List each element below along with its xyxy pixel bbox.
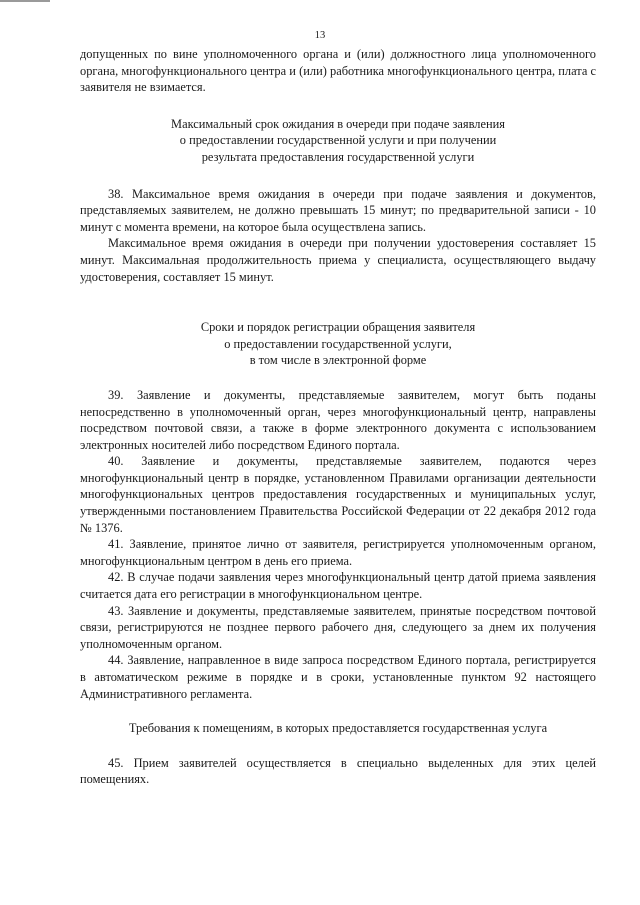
paragraph-45: 45. Прием заявителей осуществляется в специально выделенных для этих целей помещениях. xyxy=(80,755,596,787)
page-number: 13 xyxy=(314,30,326,41)
section-heading-premises: Требования к помещениям, в которых предоставляется государственная услуга xyxy=(128,721,548,736)
section-heading-registration: Сроки и порядок регистрации обращения заявителя о предоставлении государственной услуги, в том числе в электронной форме xyxy=(200,320,476,368)
paragraph-41: 41. Заявление, принятое лично от заявителя, регистрируется уполномоченным органом, многофункциональным центром в день его приема. xyxy=(80,537,596,568)
paragraph-39: 39. Заявление и документы, представляемые заявителем, могут быть поданы непосредственно в уполномоченный орган, через многофункциональный центр, направлены посредством почтовой связи, а также в форме электронного документа с использованием электронных носителей либо посредством Единого портала. xyxy=(80,387,596,452)
section-heading-wait-time: Максимальный срок ожидания в очереди при подаче заявления о предоставлении государственной услуги и при получении результата предоставления государственной услуги xyxy=(171,116,505,164)
paragraph-38: 38. Максимальное время ожидания в очереди при подаче заявления и документов, представляемых заявителем, не должно превышать 15 минут; по предварительной записи - 10 минут с момента времени, на которое была осуществлена запись. xyxy=(80,186,596,234)
paragraph-42: 42. В случае подачи заявления через многофункциональный центр датой приема заявления считается дата его регистрации в многофункциональном центре. xyxy=(80,570,596,602)
paragraph-38-continued: Максимальное время ожидания в очереди при получении удостоверения составляет 15 минут. Максимальная продолжительность приема у специалиста, осуществляющего выдачу удостоверения, составляет 15 минут. xyxy=(80,236,596,284)
intro-paragraph: допущенных по вине уполномоченного органа и (или) должностного лица уполномоченного органа, многофункционального центра и (или) работника многофункционального центра, плата с заявителя не взимается. xyxy=(80,47,596,95)
paragraph-44: 44. Заявление, направленное в виде запроса посредством Единого портала, регистрируется в автоматическом режиме в порядке и в сроки, установленные пунктом 92 настоящего Административного регламента. xyxy=(80,653,596,701)
scan-corner-mark xyxy=(0,0,50,2)
paragraph-43: 43. Заявление и документы, представляемые заявителем, принятые посредством почтовой связи, регистрируются не позднее первого рабочего дня, следующего за днем их получения уполномоченным органом. xyxy=(80,603,596,651)
document-body xyxy=(80,46,596,788)
paragraph-40: 40. Заявление и документы, представляемые заявителем, подаются через многофункциональный центр в порядке, установленном Правилами организации деятельности многофункциональных центров предоставления государственных и муниципальных услуг, утвержденными постановлением Правительства Российской Федерации от 22 декабря 2012 года № 1376. xyxy=(80,454,596,535)
